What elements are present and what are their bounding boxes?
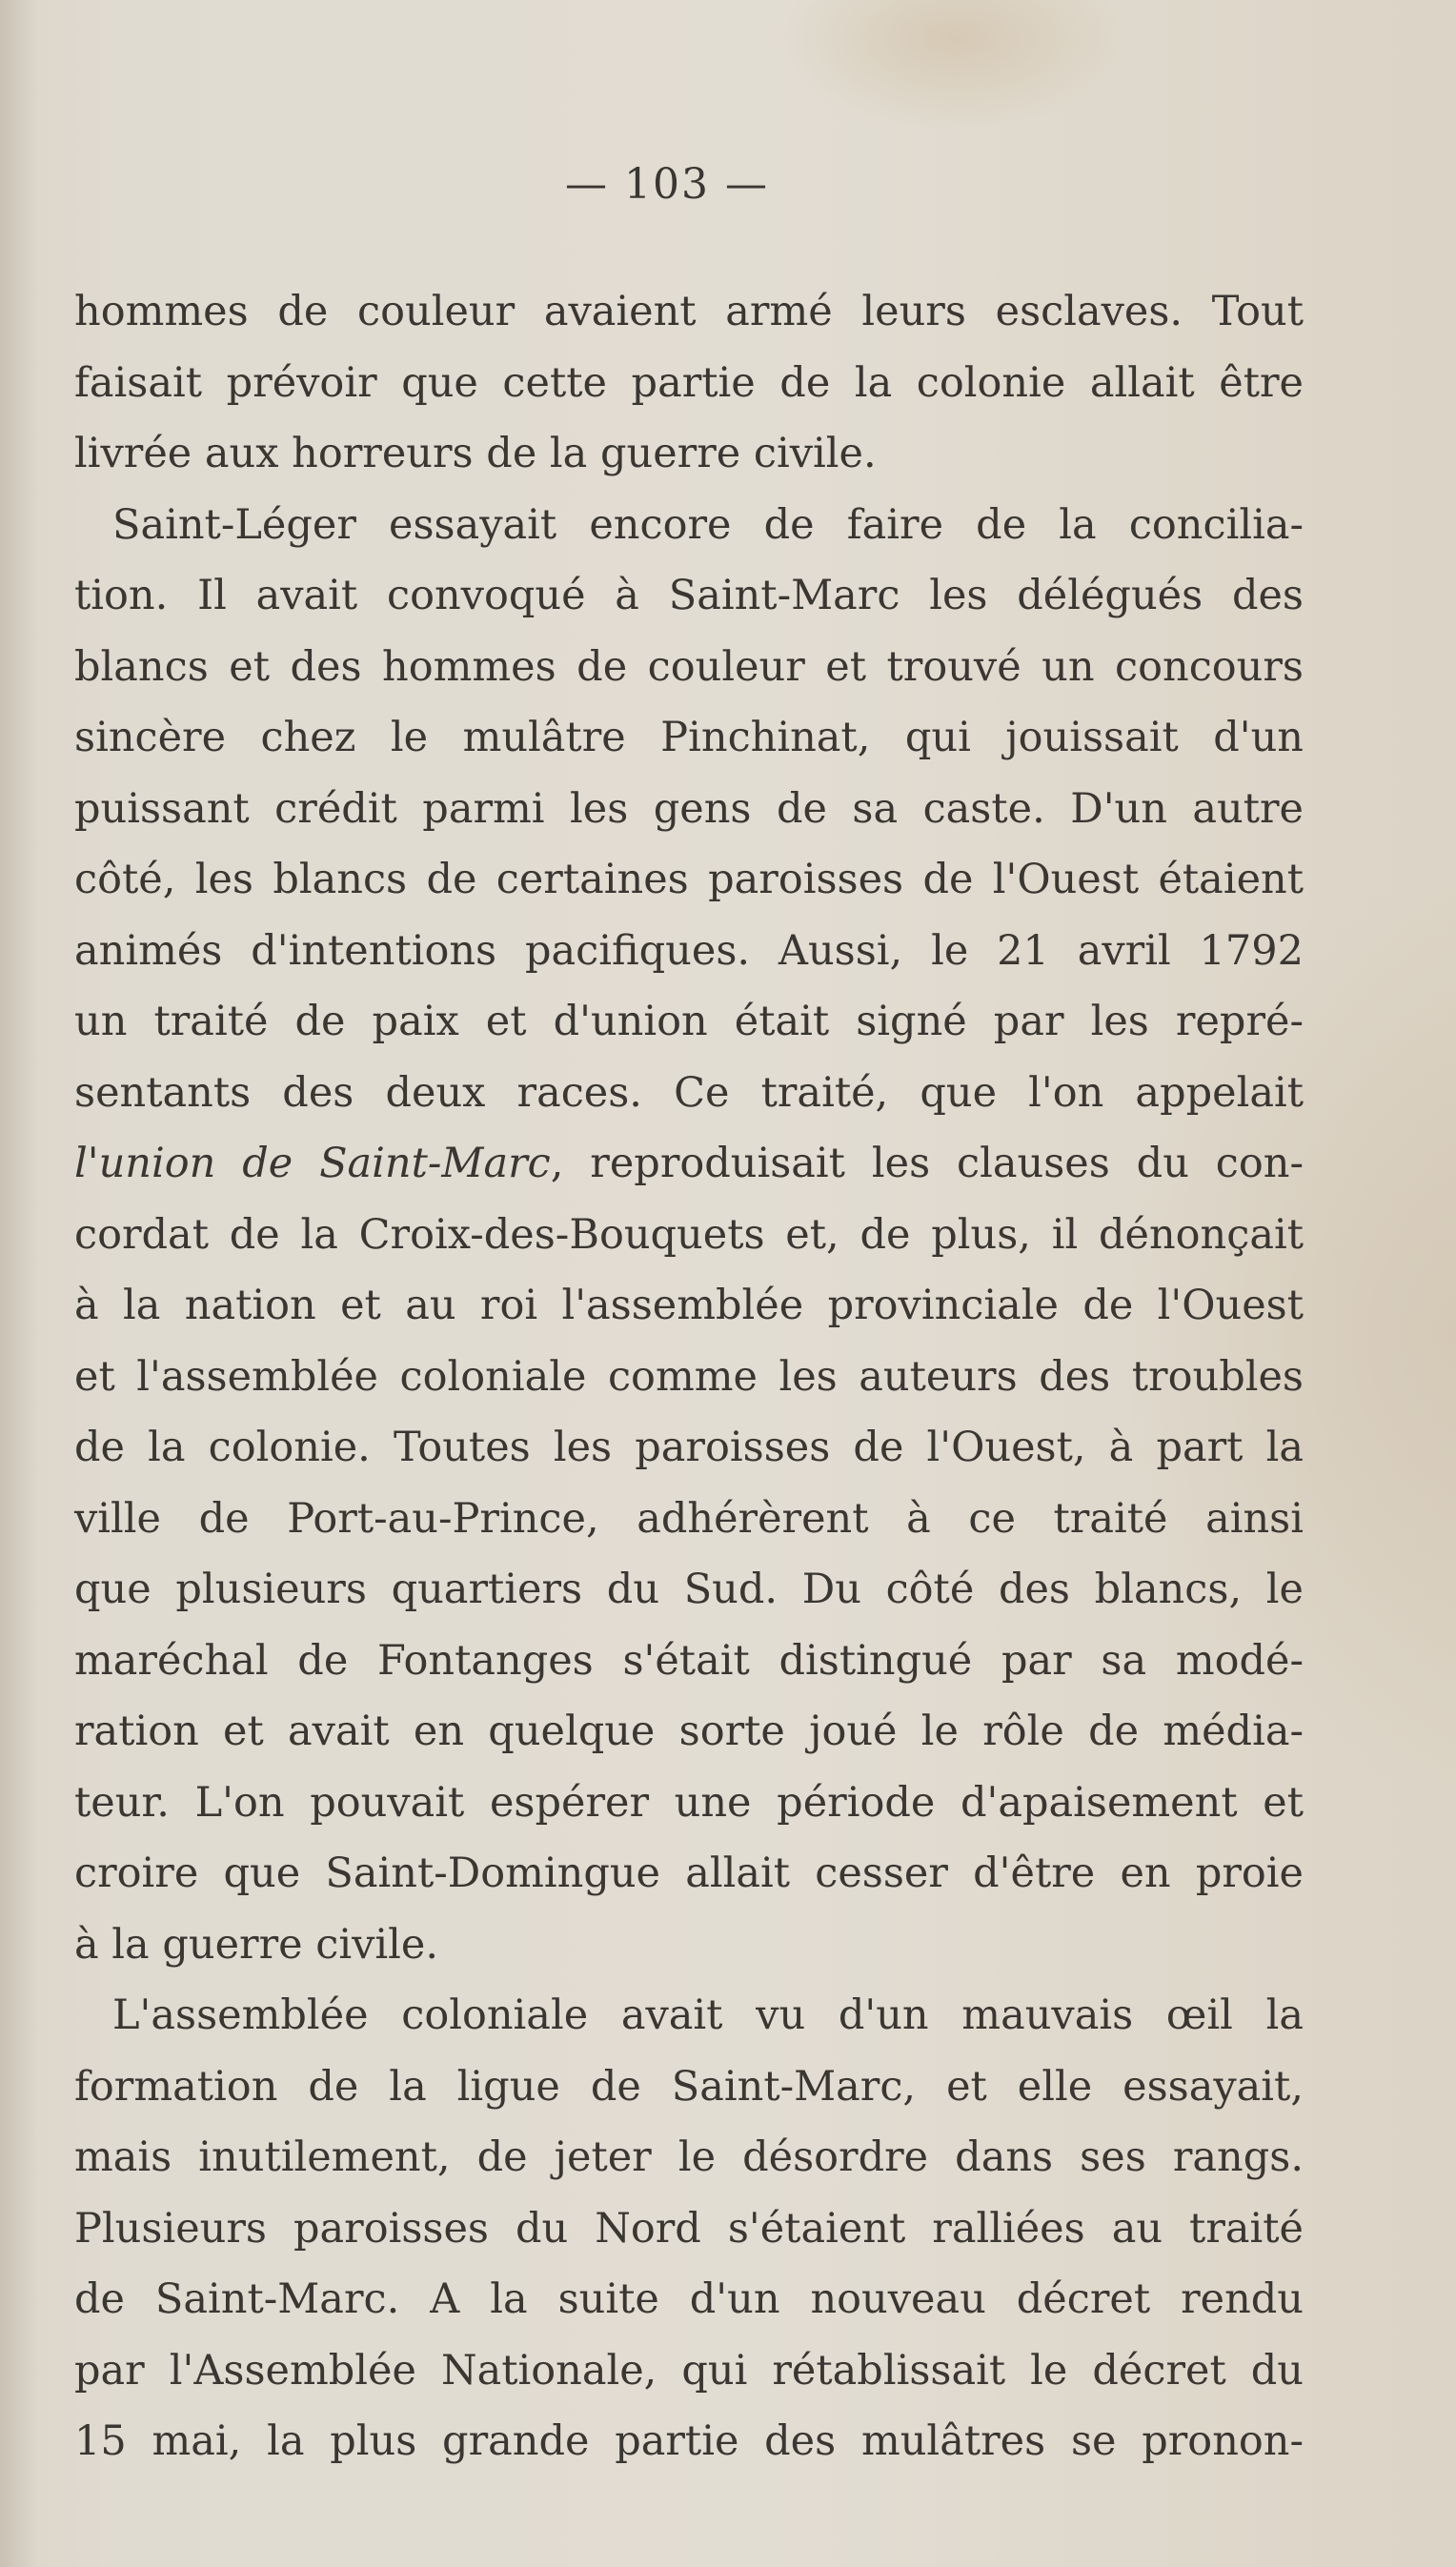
line-text: cordat de la Croix-des-Bouquets et, de plus, il dénonçait (74, 1210, 1304, 1259)
line-text: livrée aux horreurs de la guerre civile. (74, 430, 877, 477)
text-line (74, 2052, 1304, 2123)
line-text: ville de Port-au-Prince, adhérèrent à ce traité ainsi (74, 1494, 1304, 1543)
text-line (74, 632, 1304, 703)
line-text: teur. L'on pouvait espérer une période d'apaisement et (74, 1778, 1304, 1827)
text-line (74, 916, 1304, 987)
italic-phrase: l'union de Saint-Marc (74, 1140, 551, 1187)
text-line (74, 1342, 1304, 1413)
line-text: et l'assemblée coloniale comme les auteurs des troubles (74, 1352, 1304, 1401)
text-line (74, 490, 1304, 561)
line-text: , reproduisait les clauses du con- (550, 1140, 1304, 1187)
line-text: croire que Saint-Domingue allait cesser d'être en proie (74, 1849, 1304, 1897)
text-line (74, 1058, 1304, 1129)
text-line (74, 276, 1304, 348)
text-line (74, 348, 1304, 419)
line-text: par l'Assemblée Nationale, qui rétablissait le décret du (74, 2346, 1304, 2395)
text-line (74, 2122, 1304, 2193)
line-text: ration et avait en quelque sorte joué le rôle de média- (74, 1708, 1304, 1755)
line-text: un traité de paix et d'union était signé par les repré- (74, 998, 1304, 1045)
text-line (74, 1838, 1304, 1910)
line-text: puissant crédit parmi les gens de sa caste. D'un autre (74, 784, 1304, 833)
text-line (74, 844, 1304, 916)
page-number: — 103 — (565, 160, 769, 209)
text-line (74, 1626, 1304, 1697)
line-text: tion. Il avait convoqué à Saint-Marc les délégués des (74, 572, 1304, 619)
line-text: sincère chez le mulâtre Pinchinat, qui jouissait d'un (74, 714, 1304, 761)
text-line (74, 2335, 1304, 2407)
text-line (74, 986, 1304, 1058)
line-text: côté, les blancs de certaines paroisses de l'Ouest étaient (74, 856, 1304, 903)
text-line (74, 1554, 1304, 1626)
text-line (74, 1128, 1304, 1200)
text-line (74, 1980, 1304, 2052)
text-line (74, 418, 1304, 490)
text-line (74, 1270, 1304, 1342)
line-text: à la guerre civile. (74, 1920, 439, 1969)
text-line (74, 702, 1304, 774)
text-line (74, 1768, 1304, 1839)
line-text: Plusieurs paroisses du Nord s'étaient ralliées au traité (74, 2204, 1304, 2253)
text-line (74, 2406, 1304, 2477)
line-text: de Saint-Marc. A la suite d'un nouveau décret rendu (74, 2275, 1304, 2323)
line-text: Saint-Léger essayait encore de faire de la concilia- (112, 500, 1304, 549)
body-text (74, 276, 1304, 2477)
text-line (74, 1200, 1304, 1271)
line-text: sentants des deux races. Ce traité, que l'on appelait (74, 1068, 1304, 1117)
text-line (74, 1696, 1304, 1768)
text-line (74, 1910, 1304, 1981)
text-line (74, 2193, 1304, 2265)
line-text: que plusieurs quartiers du Sud. Du côté des blancs, le (74, 1566, 1304, 1613)
line-text: de la colonie. Toutes les paroisses de l'Ouest, à part la (74, 1424, 1304, 1471)
line-text: mais inutilement, de jeter le désordre dans ses rangs. (74, 2133, 1304, 2181)
line-text: hommes de couleur avaient armé leurs esclaves. Tout (74, 288, 1304, 335)
line-text: L'assemblée coloniale avait vu d'un mauvais œil la (112, 1991, 1304, 2039)
line-text: à la nation et au roi l'assemblée provinciale de l'Ouest (74, 1282, 1304, 1329)
line-text: maréchal de Fontanges s'était distingué par sa modé- (74, 1636, 1304, 1685)
line-text: animés d'intentions pacifiques. Aussi, le 21 avril 1792 (74, 926, 1304, 975)
line-text: blancs et des hommes de couleur et trouvé un concours (74, 642, 1304, 691)
text-line (74, 560, 1304, 632)
text-line (74, 1412, 1304, 1484)
text-line (74, 1484, 1304, 1555)
line-text: 15 mai, la plus grande partie des mulâtres se pronon- (74, 2417, 1304, 2465)
line-text: formation de la ligue de Saint-Marc, et elle essayait, (74, 2062, 1304, 2111)
text-line (74, 774, 1304, 845)
line-text: faisait prévoir que cette partie de la colonie allait être (74, 358, 1304, 407)
text-line (74, 2264, 1304, 2335)
